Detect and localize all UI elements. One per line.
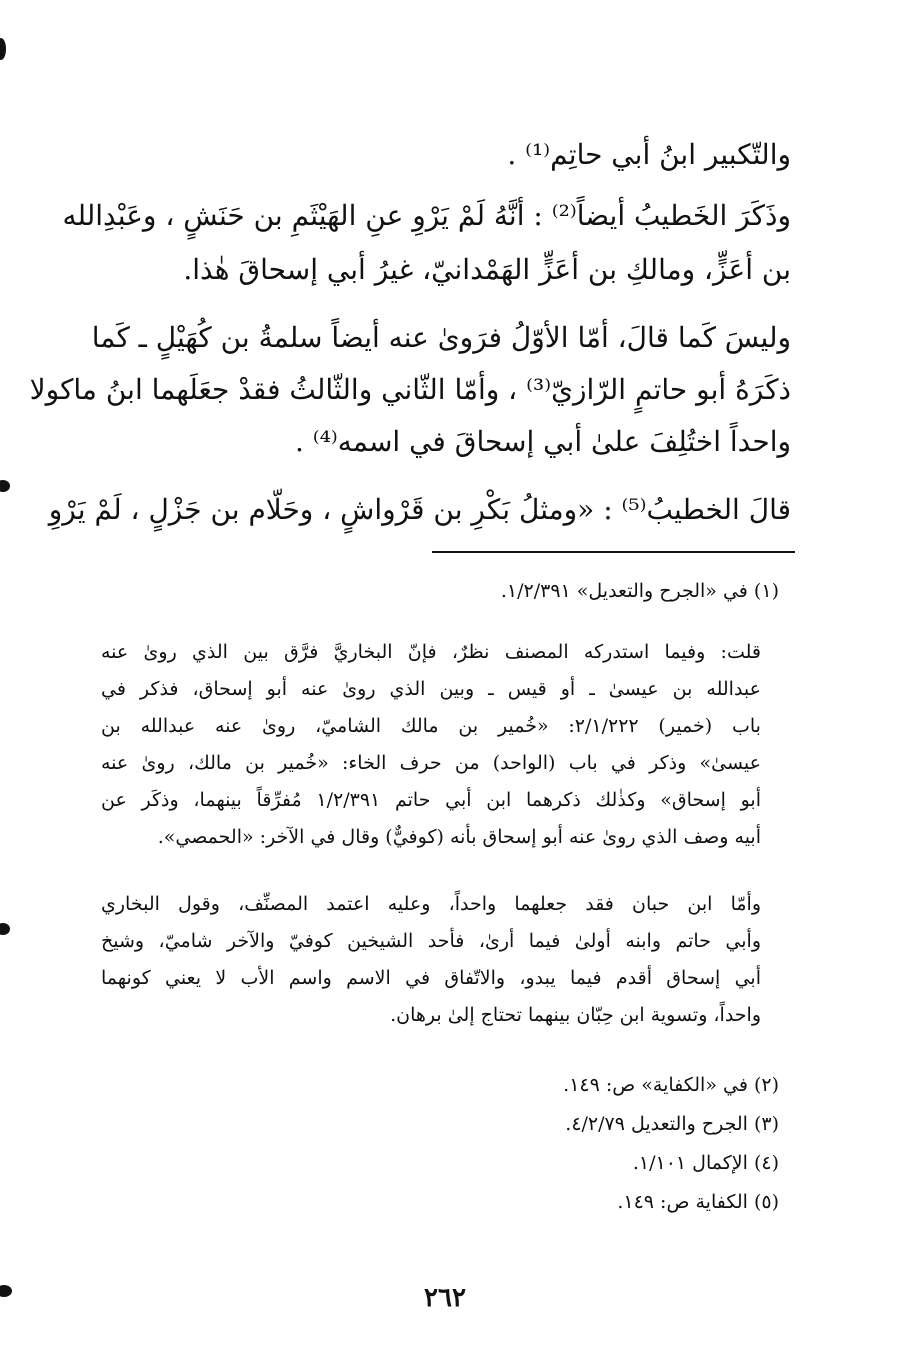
footnote-line: قلت: وفيما استدركه المصنف نظرٌ، فإنّ البخاريَّ فرَّق بين الذي روىٰ عنه [101,641,761,663]
footnote-line: واحداً، وتسوية ابن حِبّان بينهما تحتاج إلىٰ برهان. [390,1004,761,1026]
scan-edge-mark [0,1285,12,1297]
footnote-line: أبيه وصف الذي روىٰ عنه أبو إسحاق بأنه (كوفيٌّ) وقال في الآخر: «الحمصي». [157,826,761,848]
scan-edge-mark [0,923,10,935]
footnote-1-head: (١) في «الجرح والتعديل» ١/٢/٣٩١. [500,580,779,602]
footnote-line: باب (خمير) ٢/١/٢٢٢: «خُمير بن مالك الشاميّ، روىٰ عنه عبدالله بن [101,715,761,737]
footnote-line: وأبي حاتم وابنه أولىٰ فيما أرىٰ، فأحد الشيخين كوفيّ والآخر شاميّ، وشيخ [101,930,761,952]
footnote-4: (٤) الإكمال ١/١٠١. [632,1152,779,1174]
page-number: ٢٦٢ [424,1283,466,1313]
footnote-line: أبو إسحاق» وكذٰلك ذكرهما ابن أبي حاتم ١/٢/٣٩١ مُفرِّقاً بينهما، وذكَر عن [101,789,761,811]
main-line: وذَكَرَ الخَطيبُ أيضاً⁽²⁾ : أنَّهُ لَمْ يَرْوِ عنِ الهَيْثَمِ بن حَنَشٍ ، وعَبْدِالله [62,199,791,232]
footnote-line: عيسىٰ» وذكر في باب (الواحد) من حرف الخاء: «خُمير بن مالك، روىٰ عنه [101,752,761,774]
footnote-3: (٣) الجرح والتعديل ٤/٢/٧٩. [565,1113,779,1135]
main-line: بن أعَزٍّ، ومالكِ بن أعَزٍّ الهَمْدانيّ، غيرُ أبي إسحاقَ هٰذا. [183,253,791,286]
footnote-line: أبي إسحاق أقدم فيما يبدو، والاتّفاق في الاسم واسم الأب لا يعني كونهما [101,967,761,989]
main-line: ذكَرَهُ أبو حاتمٍ الرّازيّ⁽³⁾ ، وأمّا الثّاني والثّالثُ فقدْ جعَلَهما ابنُ ماكولا [29,373,791,406]
main-line: واحداً اختُلِفَ علىٰ أبي إسحاقَ في اسمه⁽⁴⁾ . [294,425,791,458]
scan-edge-mark [0,38,6,60]
footnote-5: (٥) الكفاية ص: ١٤٩. [617,1191,779,1213]
footnote-line: عبدالله بن عيسىٰ ـ أو قيس ـ وبين الذي روىٰ عنه أبو إسحاق، فذكر في [101,678,761,700]
footnote-2: (٢) في «الكفاية» ص: ١٤٩. [563,1074,779,1096]
footnote-line: وأمّا ابن حبان فقد جعلهما واحداً، وعليه اعتمد المصنِّف، وقول البخاري [101,893,761,915]
scan-edge-mark [0,480,10,492]
main-line: والتّكبير ابنُ أبي حاتِم⁽¹⁾ . [507,138,791,171]
main-line: وليسَ كَما قالَ، أمّا الأوّلُ فرَوىٰ عنه أيضاً سلمةُ بن كُهَيْلٍ ـ كَما [91,321,791,354]
main-line: قالَ الخطيبُ⁽⁵⁾ : «ومثلُ بَكْرِ بن قَرْواشٍ ، وحَلّام بن جَزْلٍ ، لَمْ يَرْوِ [48,493,791,526]
footnote-divider [432,551,795,553]
